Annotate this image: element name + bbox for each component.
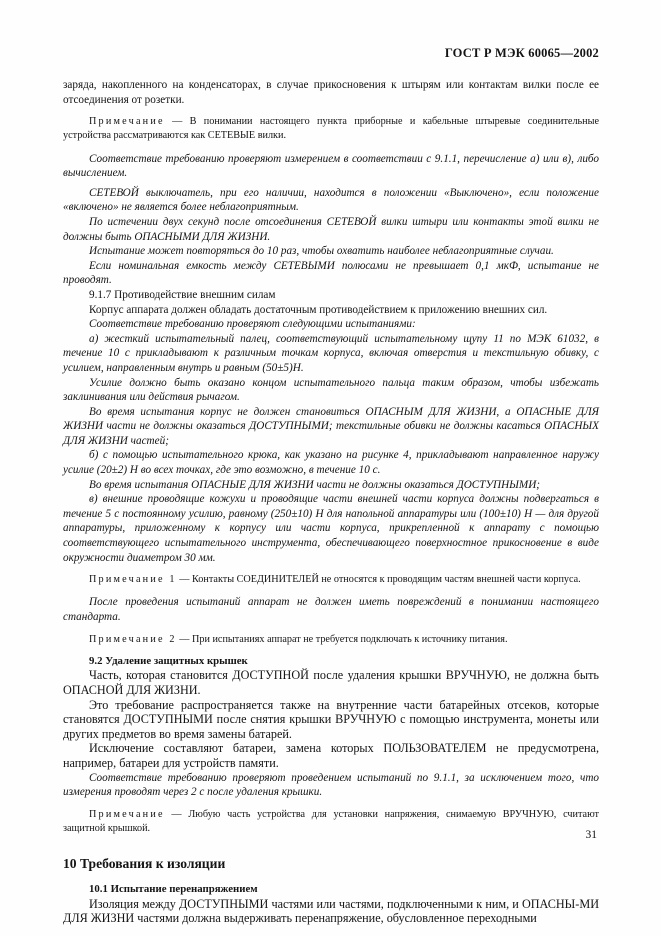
paragraph: Изоляция между ДОСТУПНЫМИ частями или частями, подключенными к ним, и ОПАСНЫ-МИ ДЛЯ ЖИЗНИ частями должна выдерживать перенапряжение, обусловленное переходными — [63, 896, 599, 926]
section-heading-10-1: 10.1 Испытание перенапряжением — [89, 883, 258, 896]
list-item-b: б) с помощью испытательного крюка, как указано на рисунке 4, прикладывают направленное наружу усилие (20±2) Н во всех точках, где это возможно, в течение 10 с. — [63, 449, 599, 477]
note-label: Примечание 2 — [89, 633, 177, 645]
paragraph: Исключение составляют батареи, замена которых ПОЛЬЗОВАТЕЛЕМ не предусмотрена, например, батареи для устройств памяти. — [63, 741, 599, 770]
paragraph: СЕТЕВОЙ выключатель, при его наличии, находится в положении «Выключено», если положение «включено» не является более неблагоприятным. — [63, 186, 599, 214]
paragraph: Это требование распространяется также на внутренние части батарейных отсеков, которые становятся ДОСТУПНЫМИ после снятия крышки ВРУЧНУЮ с помощью инструмента, монеты или других предметов во время замены батарей. — [63, 697, 599, 741]
note-text: — Контакты СОЕДИНИТЕЛЕЙ не относятся к проводящим частям внешней части корпуса. — [176, 574, 581, 586]
paragraph: Во время испытания корпус не должен становиться ОПАСНЫМ ДЛЯ ЖИЗНИ, а ОПАСНЫЕ ДЛЯ ЖИЗНИ части не должны оказаться ДОСТУПНЫМИ; текстильные обивки не должны касаться ОПАСНЫХ ДЛЯ ЖИЗНИ частей; — [63, 405, 599, 447]
paragraph: Соответствие требованию проверяют проведением испытаний по 9.1.1, за исключением того, что измерения проводят через 2 с после удаления крышки. — [63, 771, 599, 799]
paragraph: По истечении двух секунд после отсоединения СЕТЕВОЙ вилки штыри или контакты этой вилки не должны быть ОПАСНЫМИ ДЛЯ ЖИЗНИ. — [63, 215, 599, 243]
note — [63, 633, 599, 647]
paragraph: Соответствие требованию проверяют следующими испытаниями: — [89, 318, 416, 331]
standard-header: ГОСТ Р МЭК 60065—2002 — [444, 46, 599, 60]
paragraph: Корпус аппарата должен обладать достаточным противодействием к приложению внешних сил. — [89, 303, 548, 316]
paragraph: Усилие должно быть оказано концом испытательного пальца таким образом, чтобы избежать заклинивания или действия рычагом. — [63, 376, 599, 404]
chapter-heading-10: 10 Требования к изоляции — [63, 856, 226, 872]
page-number: 31 — [585, 829, 597, 841]
section-heading-9-2: 9.2 Удаление защитных крышек — [89, 654, 248, 667]
page-body — [63, 78, 599, 926]
note — [63, 115, 599, 143]
note — [63, 573, 599, 587]
paragraph: Часть, которая становится ДОСТУПНОЙ после удаления крышки ВРУЧНУЮ, не должна быть ОПАСНОЙ ДЛЯ ЖИЗНИ. — [63, 668, 599, 697]
note-text: — При испытаниях аппарат не требуется подключать к источнику питания. — [176, 633, 508, 645]
list-item-a: а) жесткий испытательный палец, соответствующий испытательному щупу 11 по МЭК 61032, в течение 10 с прикладывают к различным точкам корпуса, включая отверстия и текстильную обивку, с усилием, направленным внутрь и равным (50±5)Н. — [63, 332, 599, 374]
note-label: Примечание 1 — [89, 574, 177, 586]
paragraph: Соответствие требованию проверяют измерением в соответствии с 9.1.1, перечисление а) или в), либо вычислением. — [63, 152, 599, 180]
paragraph: Во время испытания ОПАСНЫЕ ДЛЯ ЖИЗНИ части не должны оказаться ДОСТУПНЫМИ; — [89, 478, 541, 491]
paragraph: После проведения испытаний аппарат не должен иметь повреждений в понимании настоящего стандарта. — [63, 596, 599, 624]
note-label: Примечание — [89, 808, 165, 820]
note-text: — Любую часть устройства для установки напряжения, снимаемую ВРУЧНУЮ, считают защитной крышкой. — [63, 808, 599, 834]
note — [63, 808, 599, 836]
paragraph: заряда, накопленного на конденсаторах, в случае прикосновения к штырям или контактам вилки после ее отсоединения от розетки. — [63, 79, 599, 106]
note-label: Примечание — [89, 116, 165, 128]
list-item-c: в) внешние проводящие кожухи и проводящие части внешней части корпуса должны подвергаться в течение 5 с постоянному усилию, равному (250±10) Н для напольной аппаратуры или (100±10) Н — для другой аппаратуры, приложенному к корпусу или части корпуса, прикрепленной к аппарату с помощью соответствующего испытательного инструмента, обеспечивающего поверхностное прикосновение в виде окружности диаметром 30 мм. — [63, 493, 599, 564]
paragraph: Если номинальная емкость между СЕТЕВЫМИ полюсами не превышает 0,1 мкФ, испытание не проводят. — [63, 259, 599, 287]
paragraph: Испытание может повторяться до 10 раз, чтобы охватить наиболее неблагоприятные случаи. — [89, 245, 554, 258]
subsection-heading-9-1-7: 9.1.7 Противодействие внешним силам — [89, 288, 276, 301]
note-text: — В понимании настоящего пункта приборные и кабельные штыревые соединительные устройства рассматриваются как СЕТЕВЫЕ вилки. — [63, 116, 599, 142]
